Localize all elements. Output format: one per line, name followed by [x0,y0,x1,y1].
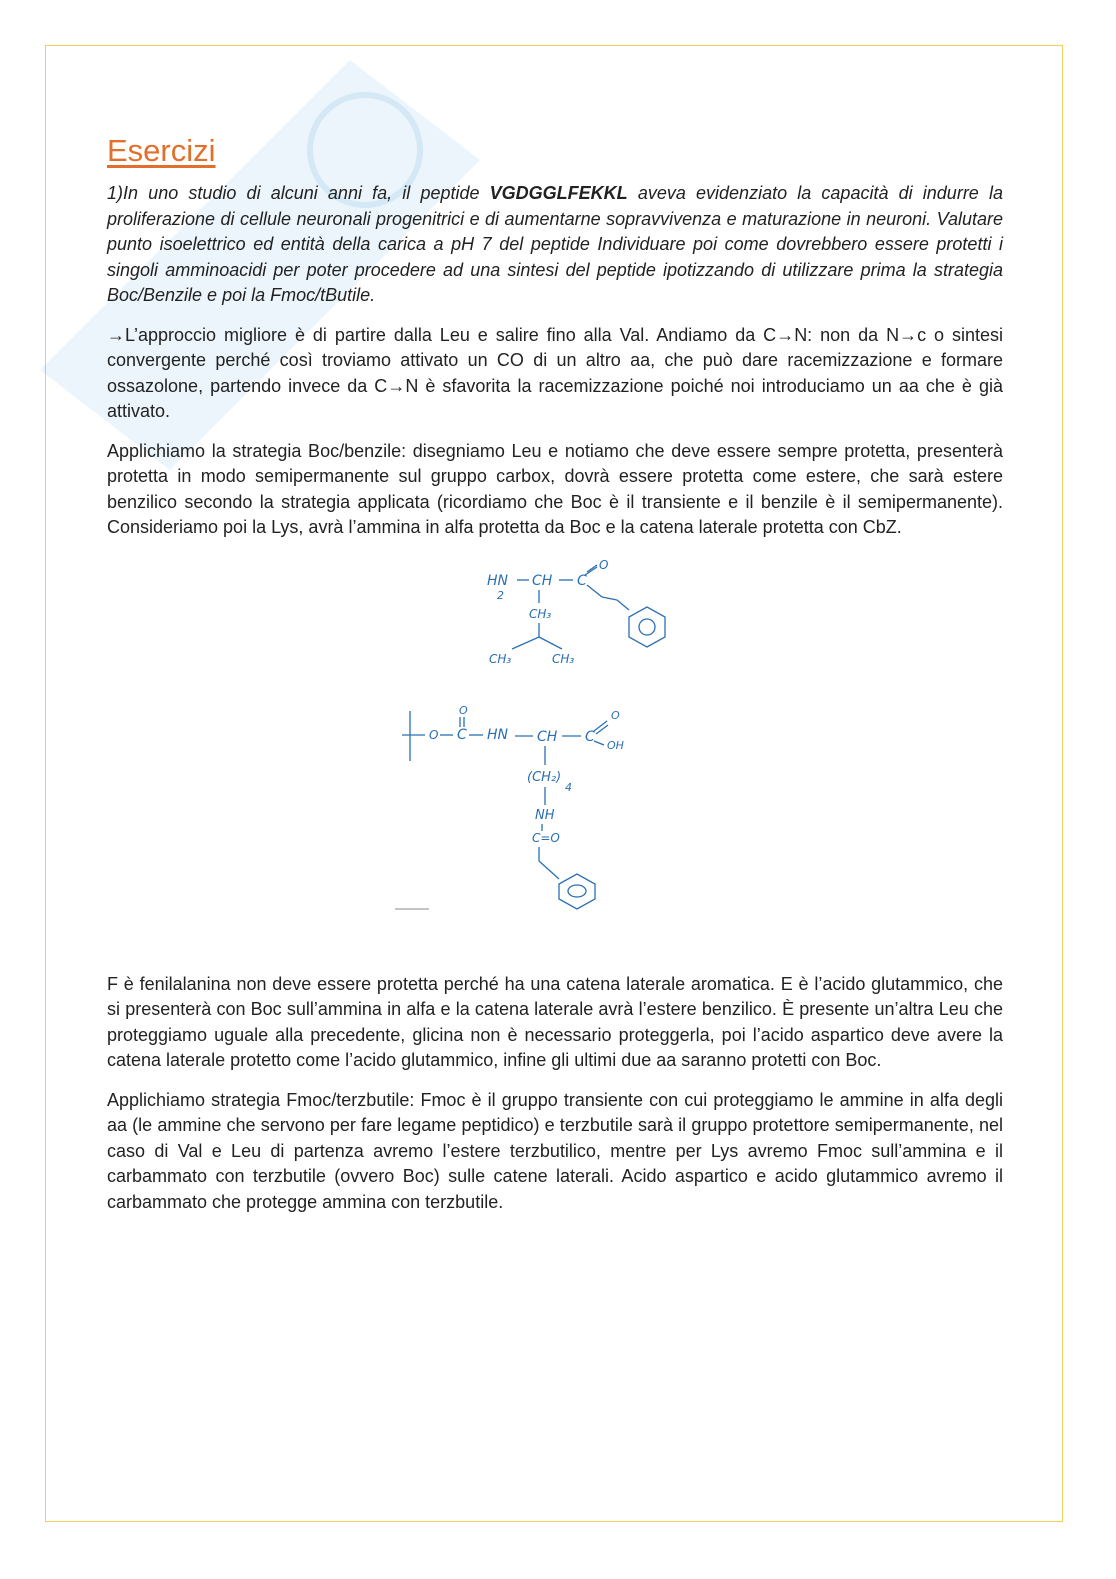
svg-text:CH: CH [537,728,558,745]
svg-text:CH: CH [532,572,553,589]
paragraph-fmoc-tbutyl: Applichiamo strategia Fmoc/terzbutile: Fmoc è il gruppo transiente con cui proteggiamo le ammine in alfa degli aa (le ammine che servono per fare legame peptidico) e terzbutile sarà il gruppo protettore semipermanente, nel caso di Val e Leu di partenza avremo l’estere terzbutilico, mentre per Lys avremo Fmoc sull’ammina e il carbammato con terzbutile (ovvero Boc) sulle catene laterali. Acido aspartico e acido glutammico avremo il carbammato che protegge ammina con terzbutile. [107,1089,1003,1212]
arrow-icon: → [107,324,125,345]
svg-text:CH₃: CH₃ [489,651,512,666]
paragraph-approach: →L’approccio migliore è di partire dalla Leu e salire fino alla Val. Andiamo da C→N: non da N→c o sintesi convergente perché così troviamo attivato un CO di un altro aa, che può dare racemizzazione e formare ossazolone, partendo invece da C→N è sfavorita la racemizzazione poiché noi introduciamo un aa che è già attivato. [107,324,1003,421]
label-hn: HN [487,572,508,589]
svg-text:2: 2 [497,588,504,602]
peptide-sequence: VGDGGLFEKKL [489,183,628,203]
svg-text:C: C [577,572,587,589]
svg-text:O: O [611,708,620,722]
svg-text:HN: HN [487,726,508,743]
svg-text:(CH₂): (CH₂) [527,769,562,785]
arrow-icon: → [899,324,918,345]
exercise-question: 1)In uno studio di alcuni anni fa, il peptide VGDGGLFEKKL aveva evidenziato la capacità di indurre la proliferazione di cellule neuronali progenitrici e di aumentarne sopravvivenza e maturazione in neuroni. Valutare punto isoelettrico ed entità della carica a pH 7 del peptide Individuare poi come dovrebbero essere protetti i singoli amminoacidi per poter procedere ad una sintesi del peptide ipotizzando di utilizzare prima la strategia Boc/Benzile e poi la Fmoc/tButile. [107,183,1003,305]
svg-text:CH₃: CH₃ [529,606,552,621]
document-body [107,133,1003,1229]
arrow-icon: → [776,324,795,345]
page-title: Esercizi [107,133,216,168]
svg-text:CH₃: CH₃ [552,651,575,666]
svg-text:C: C [457,726,467,743]
svg-text:C: C [585,728,595,745]
structure-boc-lys-cbz [107,699,1003,924]
paragraph-phenylalanine: F è fenilalanina non deve essere protetta perché ha una catena laterale aromatica. E è l’acido glutammico, che si presenterà con Boc sull’ammina in alfa e la catena laterale avrà l’estere benzilico. È presente un’altra Leu che proteggiamo uguale alla precedente, glicina non è necessario proteggerla, poi l’acido aspartico deve avere la catena laterale protetto come l’acido glutammico, infine gli ultimi due aa saranno protetti con Boc. [107,973,1003,1070]
svg-text:4: 4 [565,780,572,794]
svg-text:OH: OH [607,738,624,752]
svg-text:NH: NH [535,807,555,823]
arrow-icon: → [387,375,406,396]
svg-text:O: O [429,727,439,742]
svg-text:C=O: C=O [532,830,560,845]
structure-val-benzyl-ester [107,555,1003,675]
paragraph-boc-benzyl: Applichiamo la strategia Boc/benzile: disegniamo Leu e notiamo che deve essere sempre protetta, presenterà protetta in modo semipermanente sul gruppo carbox, dovrà essere protetta come estere, che sarà estere benzilico secondo la strategia applicata (ricordiamo che Boc è il transiente e il benzile è il semipermanente). Consideriamo poi la Lys, avrà l’ammina in alfa protetta da Boc e la catena laterale protetta con CbZ. [107,440,1003,537]
svg-text:O: O [599,557,609,572]
svg-text:O: O [459,703,468,717]
